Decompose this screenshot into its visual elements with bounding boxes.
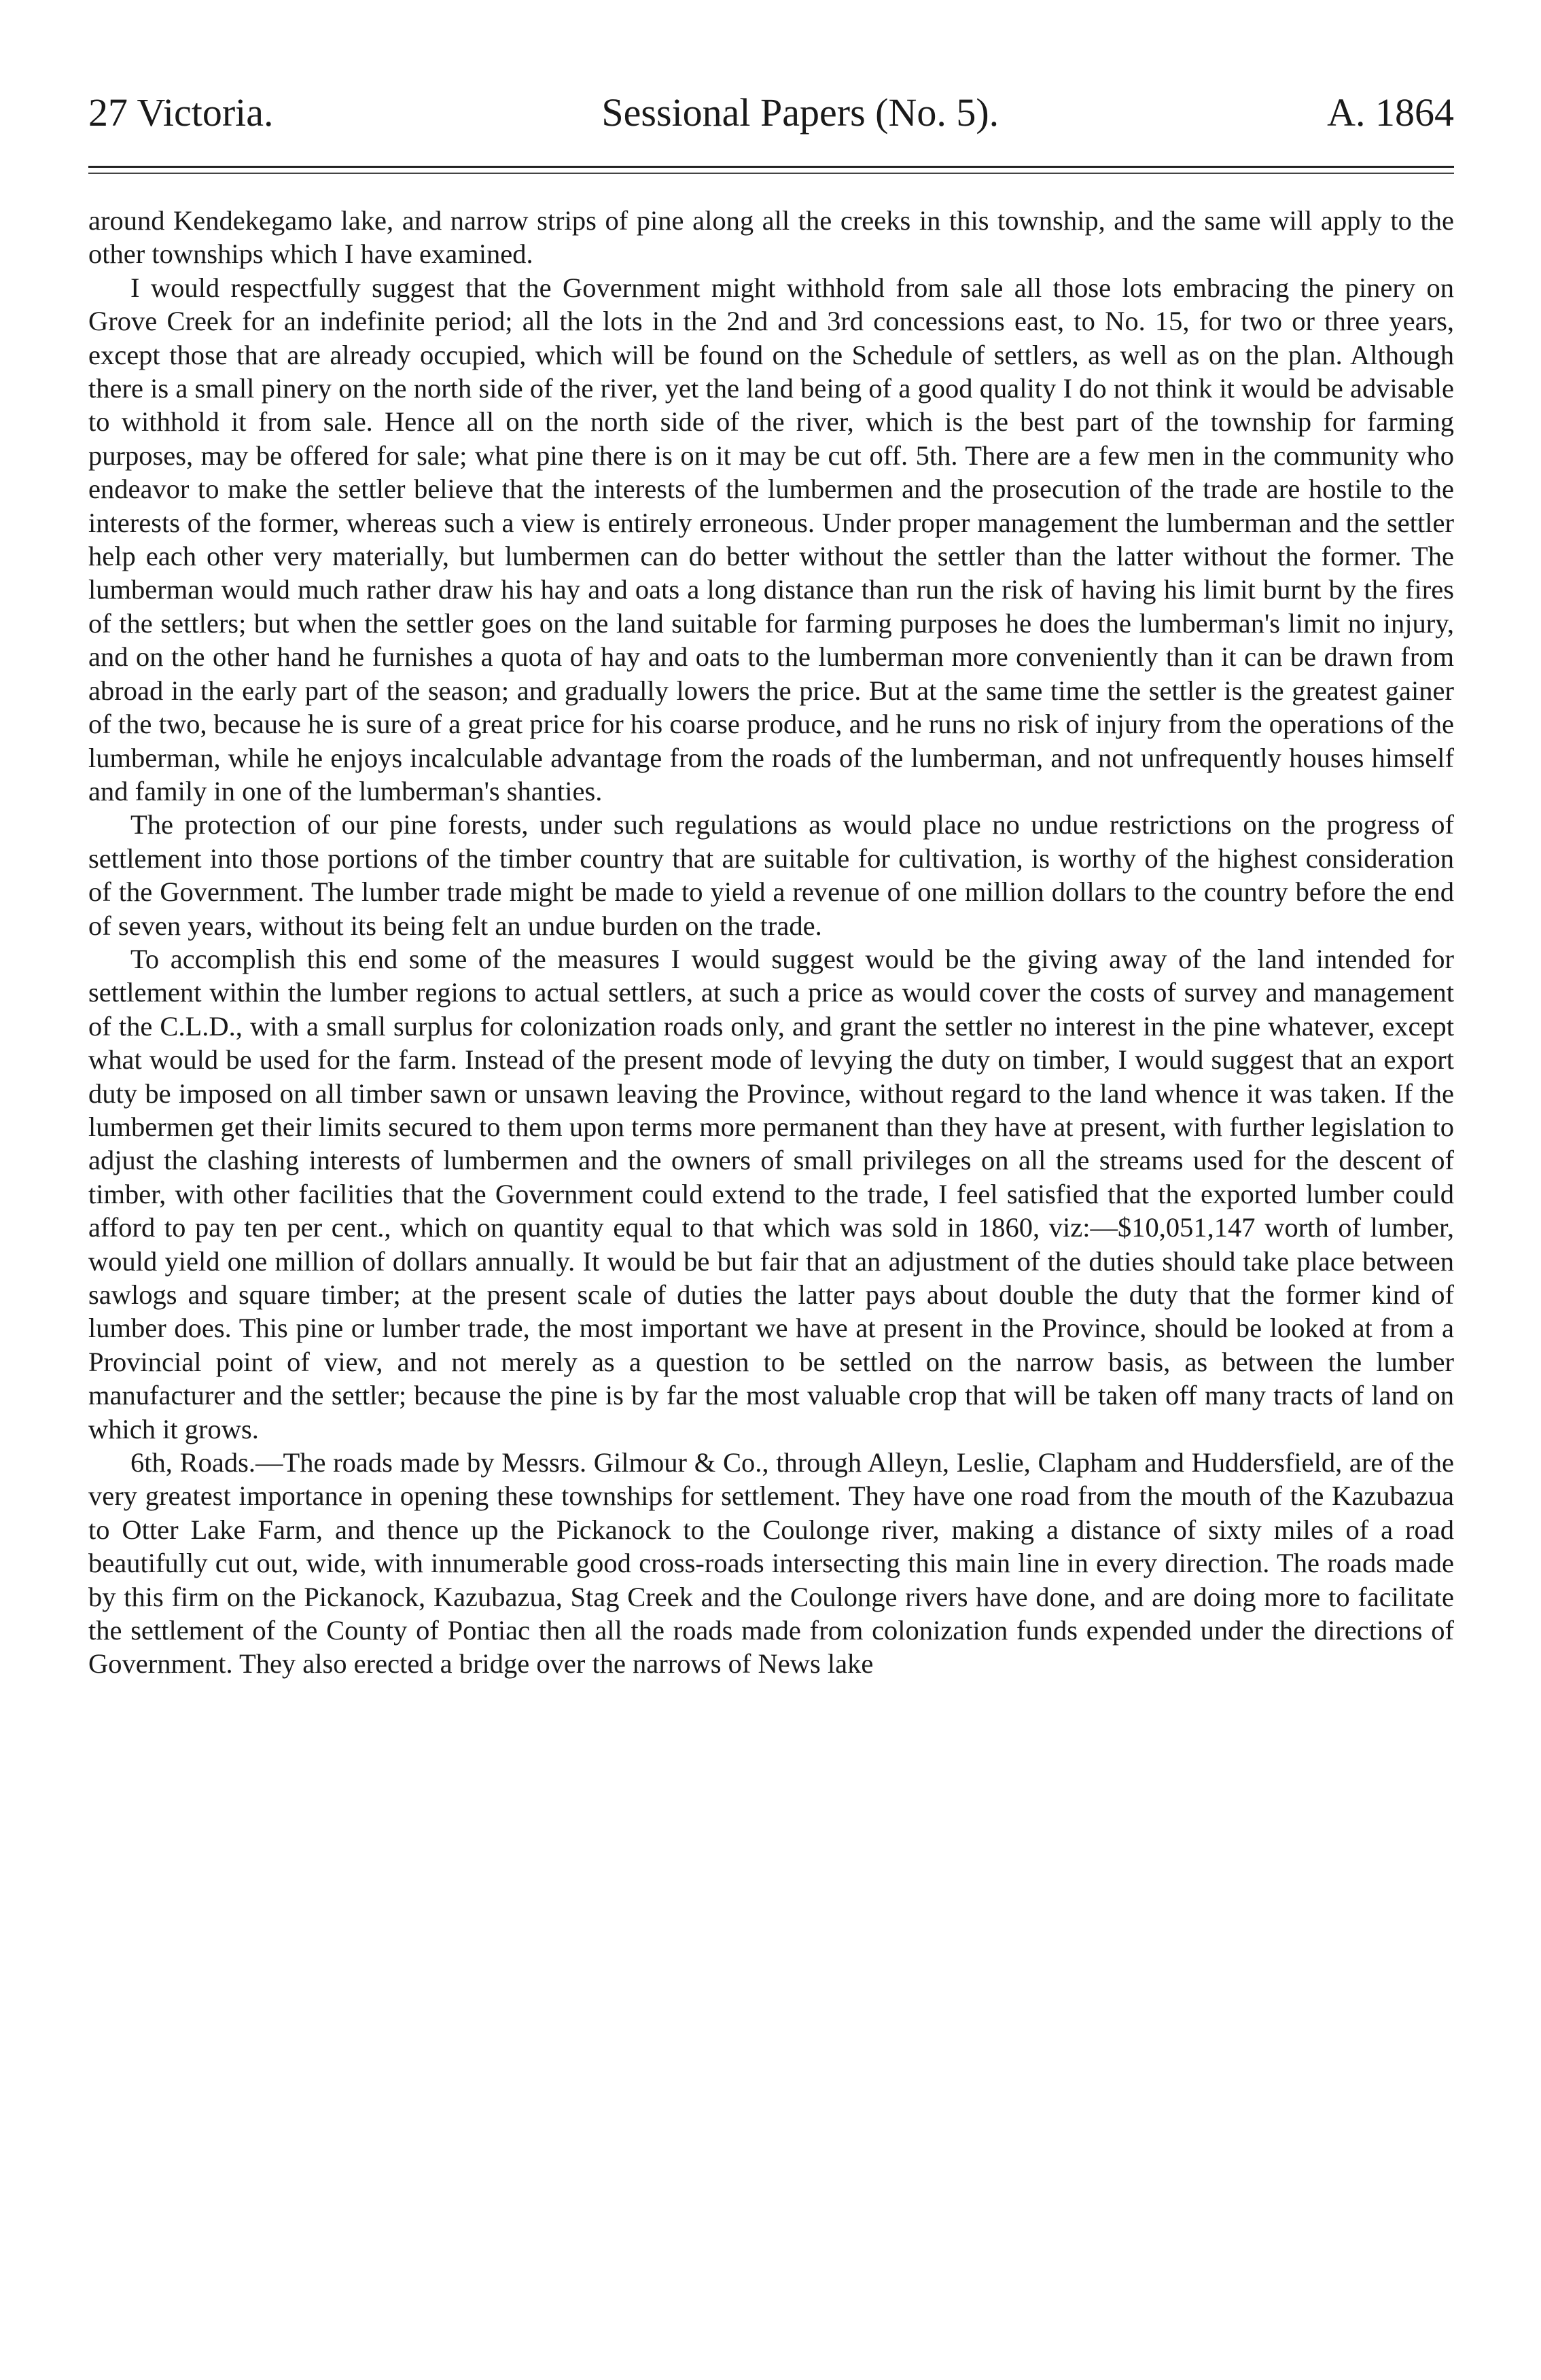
header-rule-bottom — [88, 173, 1454, 174]
header-year: A. 1864 — [1327, 90, 1454, 135]
paragraph-measures: To accomplish this end some of the measures I would suggest would be the giving away of the land intended for settlement within the lumber regions to actual settlers, at such a price as would cover the costs of survey and management of the C.L.D., with a small surplus for colonization roads only, and grant the settler no interest in the pine whatever, except what would be used for the farm. Instead of the present mode of levying the duty on timber, I would suggest that an export duty be imposed on all timber sawn or unsawn leaving the Province, without regard to the land whence it was taken. If the lumbermen get their limits secured to them upon terms more permanent than they have at present, with further legislation to adjust the clashing interests of lumbermen and the owners of small privileges on all the streams used for the descent of timber, with other facilities that the Government could extend to the trade, I feel satisfied that the exported lumber could afford to pay ten per cent., which on quantity equal to that which was sold in 1860, viz:—$10,051,147 worth of lumber, would yield one million of dollars annually. It would be but fair that an adjustment of the duties should take place between sawlogs and square timber; at the present scale of duties the latter pays about double the duty that the former kind of lumber does. This pine or lumber trade, the most important we have at present in the Province, should be looked at from a Provincial point of view, and not merely as a question to be settled on the narrow basis, as between the lumber manufacturer and the settler; because the pine is by far the most valuable crop that will be taken off many tracts of land on which it grows. — [88, 943, 1454, 1444]
body-text — [88, 204, 1454, 1681]
page-header — [88, 82, 1454, 143]
header-title: Sessional Papers (No. 5). — [601, 90, 999, 135]
paragraph-pinery-suggestion: I would respectfully suggest that the Government might withhold from sale all those lots embracing the pinery on Grove Creek for an indefinite period; all the lots in the 2nd and 3rd concessions east, to No. 15, for two or three years, except those that are already occupied, which will be found on the Schedule of settlers, as well as on the plan. Although there is a small pinery on the north side of the river, yet the land being of a good quality I do not think it would be advisable to withhold it from sale. Hence all on the north side of the river, which is the best part of the township for farming purposes, may be offered for sale; what pine there is on it may be cut off. 5th. There are a few men in the community who endeavor to make the settler believe that the interests of the lumbermen and the prosecution of the trade are hostile to the interests of the former, whereas such a view is entirely erroneous. Under proper management the lumberman and the settler help each other very materially, but lumbermen can do better without the settler than the latter without the former. The lumberman would much rather draw his hay and oats a long distance than run the risk of having his limit burnt by the fires of the settlers; but when the settler goes on the land suitable for farming purposes he does the lumberman's limit no injury, and on the other hand he furnishes a quota of hay and oats to the lumberman more conveniently than it can be drawn from abroad in the early part of the season; and gradually lowers the price. But at the same time the settler is the greatest gainer of the two, because he is sure of a great price for his coarse produce, and he runs no risk of injury from the operations of the lumberman, while he enjoys incalculable advantage from the roads of the lumberman, and not unfrequently houses himself and family in one of the lumberman's shanties. — [88, 272, 1454, 806]
paragraph-roads: 6th, Roads.—The roads made by Messrs. Gilmour & Co., through Alleyn, Leslie, Clapham and Huddersfield, are of the very greatest importance in opening these townships for settlement. They have one road from the mouth of the Kazubazua to Otter Lake Farm, and thence up the Pickanock to the Coulonge river, making a distance of sixty miles of a road beautifully cut out, wide, with innumerable good cross-roads intersecting this main line in every direction. The roads made by this firm on the Pickanock, Kazubazua, Stag Creek and the Coulonge rivers have done, and are doing more to facilitate the settlement of the County of Pontiac then all the roads made from colonization funds expended under the directions of Government. They also erected a bridge over the narrows of News lake — [88, 1447, 1454, 1680]
paragraph-continuation: around Kendekegamo lake, and narrow strips of pine along all the creeks in this township, and the same will apply to the other townships which I have examined. — [88, 205, 1454, 270]
header-volume: 27 Victoria. — [88, 90, 274, 135]
paragraph-pine-forest-protection: The protection of our pine forests, under such regulations as would place no undue restrictions on the progress of settlement into those portions of the timber country that are suitable for cultivation, is worthy of the highest consideration of the Government. The lumber trade might be made to yield a revenue of one million dollars to the country before the end of seven years, without its being felt an undue burden on the trade. — [88, 809, 1454, 941]
header-rule-top — [88, 166, 1454, 168]
